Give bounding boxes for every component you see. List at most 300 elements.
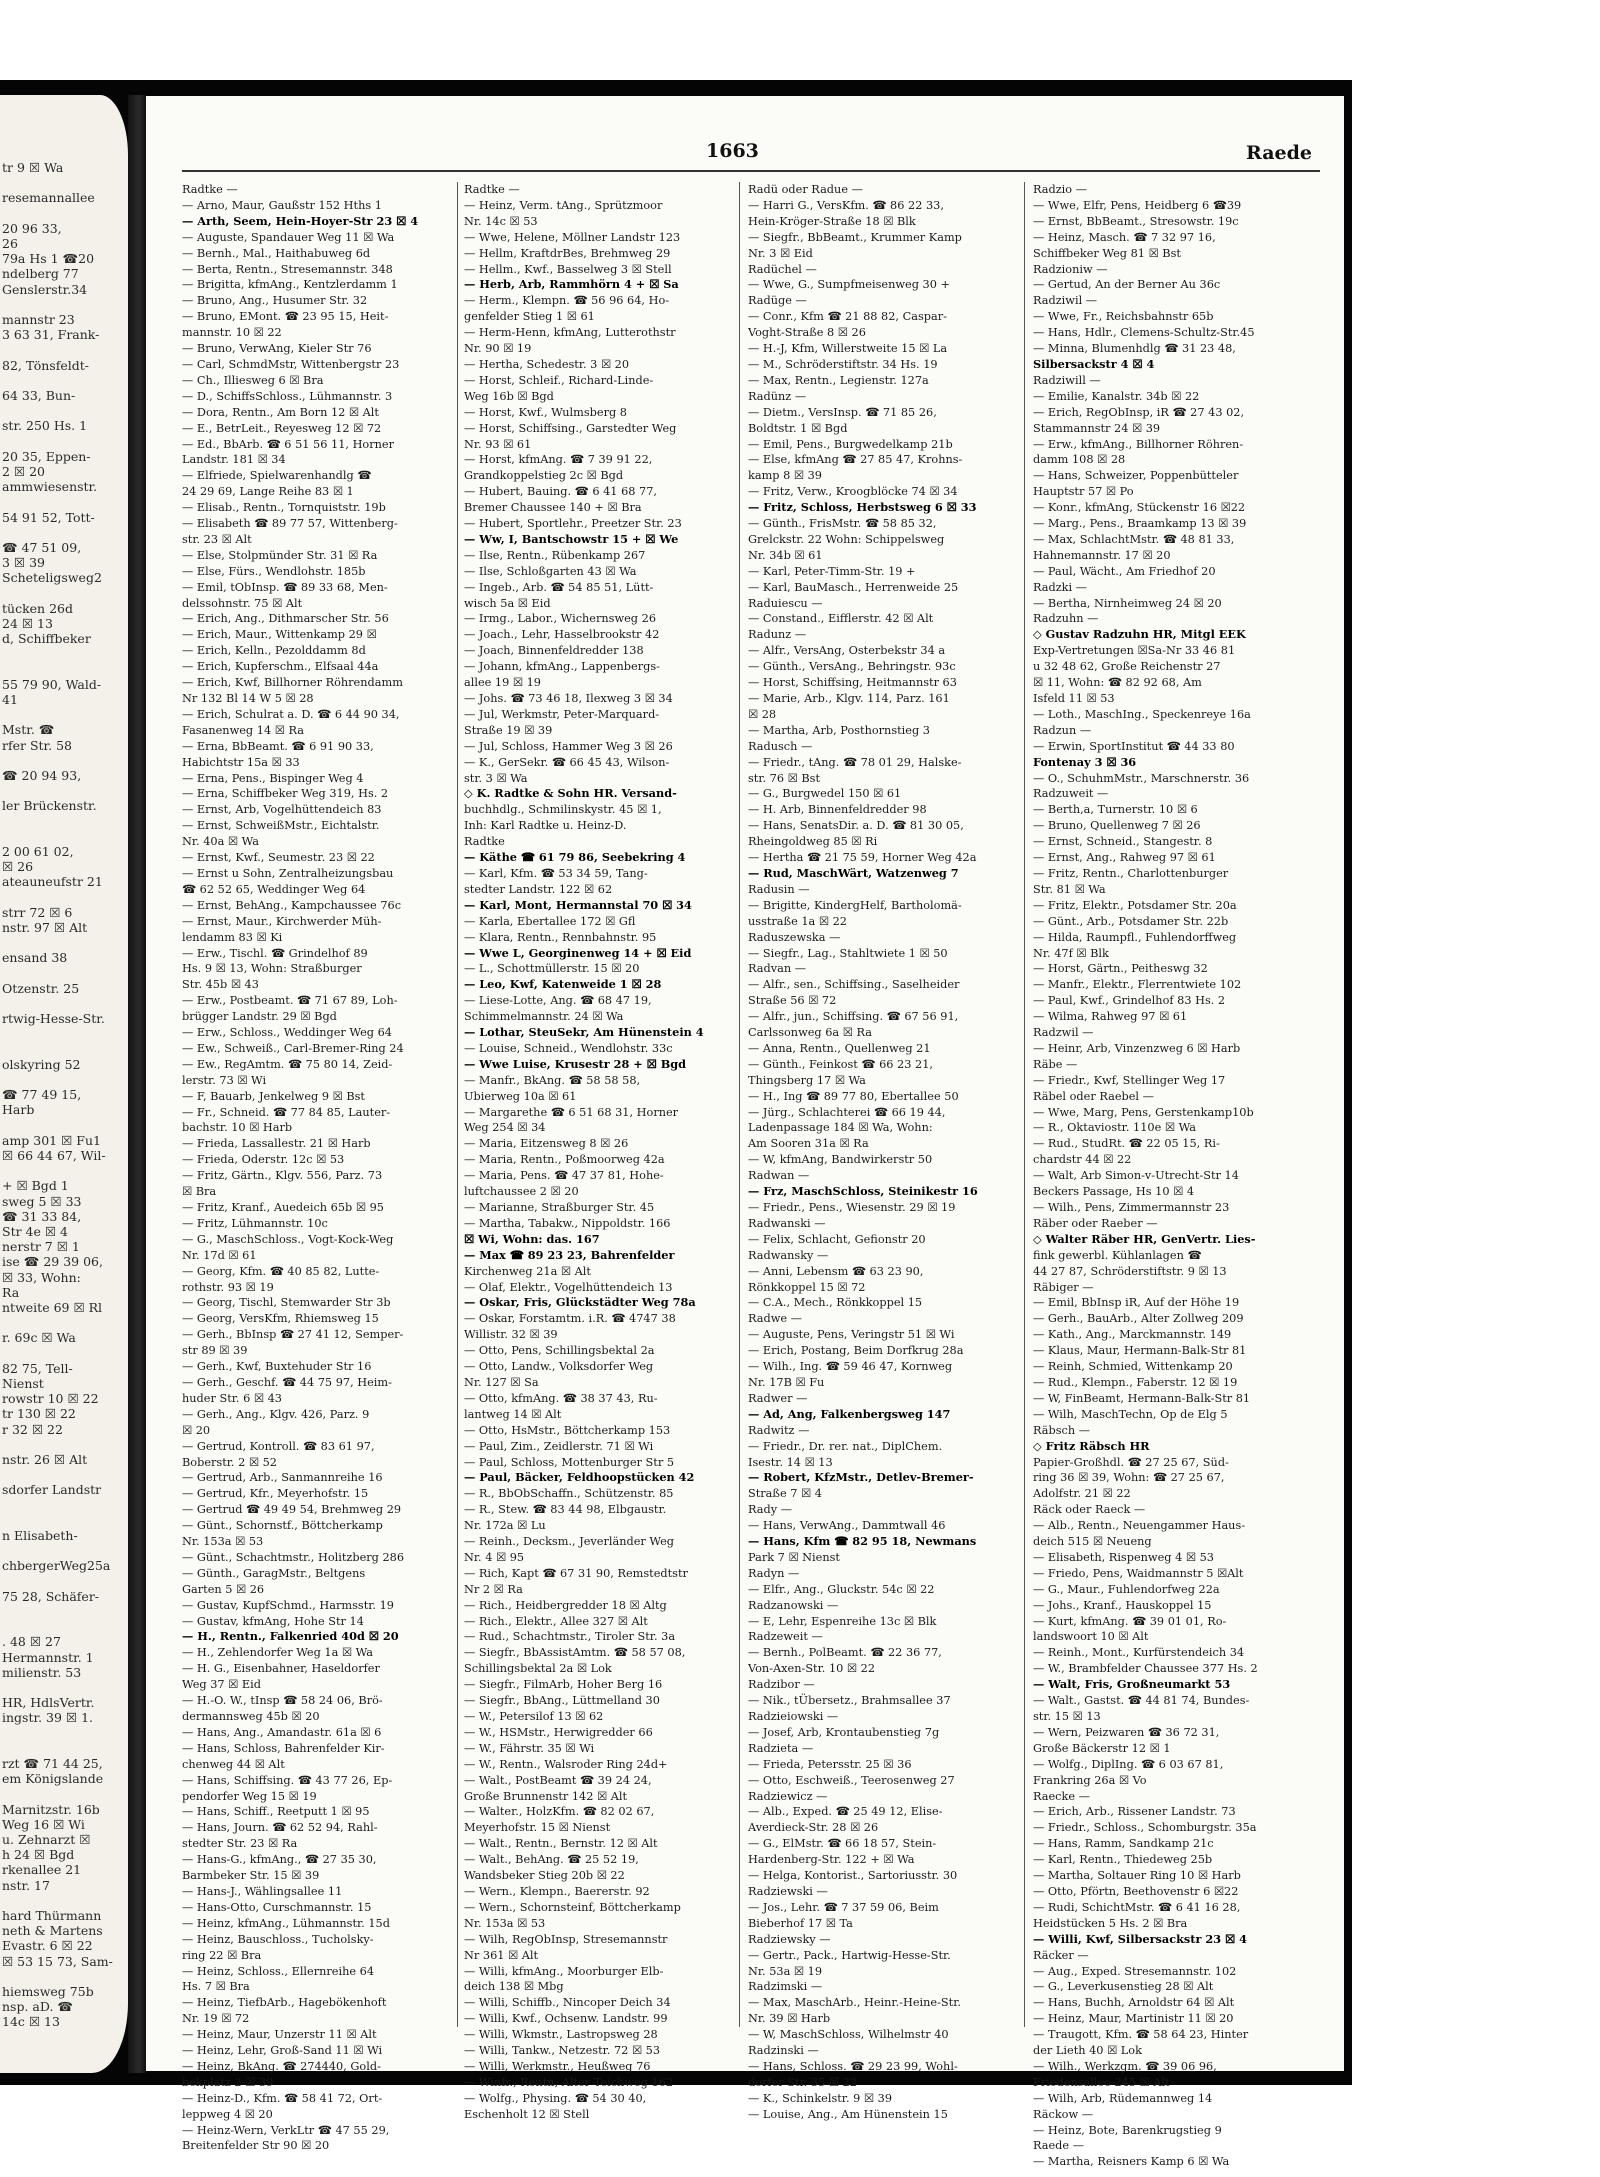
directory-entry-continuation: ☒ 20 <box>182 1423 211 1437</box>
directory-entry: — Otto, Eschweiß., Teerosenweg 27 <box>748 1773 955 1787</box>
directory-entry-continuation: damm 108 ☒ 28 <box>1033 453 1126 467</box>
directory-entry-continuation: Rönkkoppel 15 ☒ 72 <box>748 1280 866 1294</box>
directory-entry: — Max, SchlachtMstr. ☎ 48 81 33, <box>1033 532 1235 546</box>
directory-entry-continuation: Exp-Vertretungen ☒Sa-Nr 33 46 81 <box>1033 644 1236 658</box>
directory-entry: — Hans-J., Wählingsallee 11 <box>182 1884 343 1898</box>
directory-entry: — Oskar, Forstamtm. i.R. ☎ 4747 38 <box>464 1312 676 1326</box>
left-page-fragment <box>0 95 128 2073</box>
directory-entry: — Hans, VerwAng., Dammtwall 46 <box>748 1519 946 1533</box>
directory-entry: — Bruno, Quellenweg 7 ☒ 26 <box>1033 819 1201 833</box>
directory-entry: — Joach, Binnenfeldredder 138 <box>464 644 644 658</box>
directory-entry: — Elisab., Rentn., Tornquiststr. 19b <box>182 501 386 515</box>
directory-entry: — Heinz-Wern, VerkLtr ☎ 47 55 29, <box>182 2123 390 2137</box>
directory-entry: — G., Maur., Fuhlendorfweg 22a <box>1033 1582 1220 1596</box>
directory-entry: — Hans, Kfm ☎ 82 95 18, Newmans <box>748 1534 977 1549</box>
directory-entry: — Erw., kfmAng., Billhorner Röhren- <box>1033 437 1244 451</box>
directory-entry: ◇ Fritz Räbsch HR <box>1033 1438 1150 1453</box>
directory-entry: — Willi, Werkmstr., Heußweg 76 <box>464 2059 651 2073</box>
left-page-text: ensand 38 <box>2 950 68 966</box>
directory-entry: — Emilie, Kanalstr. 34b ☒ 22 <box>1033 389 1200 403</box>
directory-entry-continuation: Breitenfelder Str 90 ☒ 20 <box>182 2139 330 2153</box>
directory-entry: — Willi, Wkmstr., Lastropsweg 28 <box>464 2028 658 2042</box>
directory-entry: — Maria, Eitzensweg 8 ☒ 26 <box>464 1137 629 1151</box>
directory-entry: — Berth,a, Turnerstr. 10 ☒ 6 <box>1033 803 1198 817</box>
surname-heading: Räbe — <box>1033 1057 1078 1071</box>
directory-entry: — Erich, Kupferschm., Elfsaal 44a <box>182 660 379 674</box>
directory-entry: — Frieda, Lassallestr. 21 ☒ Harb <box>182 1137 371 1151</box>
directory-entry: — Gertrud ☎ 49 49 54, Brehmweg 29 <box>182 1503 402 1517</box>
surname-heading: Radzun — <box>1033 723 1092 737</box>
directory-entry-continuation: kamp 8 ☒ 39 <box>748 469 822 483</box>
directory-entry: — R., Stew. ☎ 83 44 98, Elbgaustr. <box>464 1503 667 1517</box>
directory-page <box>146 96 1344 2169</box>
directory-entry: — Friedr., tAng. ☎ 78 01 29, Halske- <box>748 755 962 769</box>
directory-entry: — Erw., Schloss., Weddinger Weg 64 <box>182 1026 392 1040</box>
directory-entry-continuation: landswoort 10 ☒ Alt <box>1033 1630 1149 1644</box>
directory-entry: — Rud., Schachtmstr., Tiroler Str. 3a <box>464 1630 676 1644</box>
directory-entry: — W, FinBeamt, Hermann-Balk-Str 81 <box>1033 1391 1251 1405</box>
left-page-text: ☒ 53 15 73, Sam- <box>2 1953 113 1969</box>
directory-entry-continuation: Am Sooren 31a ☒ Ra <box>748 1137 869 1151</box>
surname-heading: Raduiescu — <box>748 596 823 610</box>
directory-entry: — Berta, Rentn., Stresemannstr. 348 <box>182 262 393 276</box>
directory-entry: — Friedo, Pens, Waidmannstr 5 ☒Alt <box>1033 1566 1244 1580</box>
directory-entry: — Louise, Schneid., Wendlohstr. 33c <box>464 1041 673 1055</box>
directory-entry: — Günth., FrisMstr. ☎ 58 85 32, <box>748 517 937 531</box>
directory-entry-continuation: Friedensallee 245 ☒ Alt <box>1033 2075 1170 2089</box>
directory-entry: — Willi, Schiffb., Nincoper Deich 34 <box>464 1996 671 2010</box>
directory-entry: — Karl, BauMasch., Herrenweide 25 <box>748 580 959 594</box>
left-page-text: hard Thürmann <box>2 1908 102 1923</box>
directory-entry: — W., Fährstr. 35 ☒ Wi <box>464 1741 595 1755</box>
directory-entry-continuation: Schillingsbektal 2a ☒ Lok <box>464 1662 612 1676</box>
directory-entry: — Günt., Schachtmstr., Holitzberg 286 <box>182 1550 405 1564</box>
directory-entry: — Johs., Kranf., Hauskoppel 15 <box>1033 1598 1212 1612</box>
left-page-text: tr 130 ☒ 22 <box>2 1406 76 1422</box>
directory-entry: — Karl, Mont, Hermannstal 70 ☒ 34 <box>464 897 692 912</box>
directory-entry: — Heinz, Lehr, Groß-Sand 11 ☒ Wi <box>182 2044 383 2058</box>
directory-entry: — Jürg., Schlachterei ☎ 66 19 44, <box>748 1105 946 1119</box>
directory-entry: — Willi, Tankw., Netzestr. 72 ☒ 53 <box>464 2044 661 2058</box>
directory-entry-continuation: Weg 37 ☒ Eid <box>182 1678 261 1692</box>
directory-entry: — Hans, Ramm, Sandkamp 21c <box>1033 1837 1214 1851</box>
directory-entry: — Rudi, SchichtMstr. ☎ 6 41 16 28, <box>1033 1900 1241 1914</box>
directory-entry-continuation: Boberstr. 2 ☒ 52 <box>182 1455 277 1469</box>
left-page-text: 55 79 90, Wald- <box>2 676 102 692</box>
directory-entry-continuation: Nr 132 Bl 14 W 5 ☒ 28 <box>182 692 314 705</box>
directory-entry: — Siegfr., BbAng., Lüttmelland 30 <box>464 1694 660 1708</box>
directory-entry: — Fritz, Lühmannstr. 10c <box>182 1216 328 1230</box>
directory-entry: — Ed., BbArb. ☎ 6 51 56 11, Horner <box>182 437 394 451</box>
directory-entry: — Walter., HolzKfm. ☎ 82 02 67, <box>464 1805 655 1819</box>
directory-entry: — Emil, Pens., Burgwedelkamp 21b <box>748 437 953 451</box>
surname-heading: Radvan — <box>748 962 807 976</box>
directory-entry: — Ww, I, Bantschowstr 15 + ☒ We <box>464 531 679 546</box>
directory-entry-continuation: Voght-Straße 8 ☒ 26 <box>748 326 866 340</box>
directory-entry: — Fritz, Verw., Kroogblöcke 74 ☒ 34 <box>748 485 958 499</box>
directory-entry: — Willi, Kwf, Silbersackstr 23 ☒ 4 <box>1033 1931 1247 1946</box>
directory-entry: — Kath., Ang., Marckmannstr. 149 <box>1033 1328 1232 1342</box>
directory-entry: — Wwe, Elfr, Pens, Heidberg 6 ☎39 <box>1033 198 1242 212</box>
column-divider <box>1024 182 1025 2027</box>
directory-entry-continuation: usstraße 1a ☒ 22 <box>748 914 847 928</box>
directory-entry: — Erna, BbBeamt. ☎ 6 91 90 33, <box>182 739 374 753</box>
directory-entry: — Kurt, kfmAng. ☎ 39 01 01, Ro- <box>1033 1614 1227 1628</box>
directory-entry: — Hans, Schiffsing. ☎ 43 77 26, Ep- <box>182 1773 393 1787</box>
surname-heading: Räbel oder Raebel — <box>1033 1089 1154 1103</box>
directory-entry-continuation: Nr. 127 ☒ Sa <box>464 1375 539 1389</box>
directory-entry: — Martha, Tabakw., Nippoldstr. 166 <box>464 1216 671 1230</box>
directory-entry: — Erich, Ang., Dithmarscher Str. 56 <box>182 612 389 626</box>
directory-entry-continuation: ☒ 28 <box>748 707 777 721</box>
directory-entry: — Elisabeth ☎ 89 77 57, Wittenberg- <box>182 517 398 531</box>
surname-heading: Radwe — <box>748 1312 802 1326</box>
directory-entry: — Heinz, BkAng. ☎ 274440, Gold- <box>182 2059 381 2073</box>
surname-heading: Radüge — <box>748 294 807 308</box>
surname-heading: Radzeweit — <box>748 1630 823 1644</box>
directory-entry-continuation: der Lieth 40 ☒ Lok <box>1033 2044 1142 2058</box>
directory-entry-continuation: Landstr. 181 ☒ 34 <box>182 453 286 467</box>
left-page-text: 3 ☒ 39 <box>2 555 46 571</box>
directory-entry: — Fritz, Rentn., Charlottenburger <box>1033 866 1229 880</box>
directory-entry: — Ernst u Sohn, Zentralheizungsbau <box>182 866 394 880</box>
directory-entry-continuation: 44 27 87, Schröderstiftstr. 9 ☒ 13 <box>1033 1264 1227 1278</box>
directory-entry: — Olaf, Elektr., Vogelhüttendeich 13 <box>464 1280 673 1294</box>
directory-entry: — Walt., PostBeamt ☎ 39 24 24, <box>464 1773 652 1787</box>
directory-entry-continuation: bekplatz 2 ☒ 39 <box>182 2075 274 2089</box>
directory-entry: — Leo, Kwf, Katenweide 1 ☒ 28 <box>464 977 662 992</box>
directory-entry-continuation: chardstr 44 ☒ 22 <box>1033 1153 1132 1167</box>
directory-entry: — Heinr, Arb, Vinzenzweg 6 ☒ Harb <box>1033 1041 1241 1055</box>
directory-entry: — Walt, Arb Simon-v-Utrecht-Str 14 <box>1033 1169 1239 1183</box>
directory-entry: — Wern, Peizwaren ☎ 36 72 31, <box>1033 1725 1220 1739</box>
running-head: Raede <box>1246 142 1312 164</box>
directory-entry-continuation: Hardenberg-Str. 122 + ☒ Wa <box>748 1853 915 1867</box>
directory-entry: — Klara, Rentn., Rennbahnstr. 95 <box>464 930 657 944</box>
directory-entry-continuation: Boldtstr. 1 ☒ Bgd <box>748 421 848 435</box>
directory-entry: — Siegfr., BbAssistAmtm. ☎ 58 57 08, <box>464 1646 686 1660</box>
directory-entry: — Winfr., Rentn, Alter Teichweg 162 <box>464 2075 674 2089</box>
directory-entry-continuation: brügger Landstr. 29 ☒ Bgd <box>182 1010 337 1024</box>
left-page-text: ☒ 26 <box>2 859 34 875</box>
directory-entry-continuation: genfelder Stieg 1 ☒ 61 <box>464 310 595 324</box>
directory-entry-continuation: Stammannstr 24 ☒ 39 <box>1033 421 1161 435</box>
directory-entry-continuation: Str. 81 ☒ Wa <box>1033 882 1106 896</box>
directory-entry-continuation: Nr. 53a ☒ 19 <box>748 1964 823 1978</box>
directory-entry: — Ernst, Ang., Rahweg 97 ☒ 61 <box>1033 851 1216 865</box>
surname-heading: Radziewski — <box>748 1884 828 1898</box>
left-page-text: 20 35, Eppen- <box>2 448 91 464</box>
directory-entry: — Wern., Schornsteinf, Böttcherkamp <box>464 1900 681 1914</box>
left-page-text: ateauneufstr 21 <box>2 874 103 890</box>
directory-entry-continuation: Silbersackstr 4 ☒ 4 <box>1033 356 1155 371</box>
directory-entry: — Hans-Otto, Curschmannstr. 15 <box>182 1900 372 1914</box>
directory-entry-continuation: Nr. 19 ☒ 72 <box>182 2012 250 2026</box>
directory-entry: — Martha, Soltauer Ring 10 ☒ Harb <box>1033 1869 1241 1883</box>
directory-entry: — K., Schinkelstr. 9 ☒ 39 <box>748 2091 893 2105</box>
directory-entry: — Emil, tObInsp. ☎ 89 33 68, Men- <box>182 580 388 594</box>
directory-entry: — Heinz, Verm. tAng., Sprützmoor <box>464 198 663 212</box>
directory-entry: — Margarethe ☎ 6 51 68 31, Horner <box>464 1105 679 1119</box>
directory-entry: — Ernst, Kwf., Seumestr. 23 ☒ 22 <box>182 851 375 865</box>
directory-entry: — Brigitta, kfmAng., Kentzlerdamm 1 <box>182 278 398 292</box>
directory-entry-continuation: Nr 2 ☒ Ra <box>464 1582 523 1596</box>
directory-entry: — Herb, Arb, Rammhörn 4 + ☒ Sa <box>464 277 679 292</box>
left-page-text: + ☒ Bgd 1 <box>2 1178 69 1194</box>
left-page-text: Weg 16 ☒ Wi <box>2 1816 85 1832</box>
directory-entry: — Alfr., VersAng, Osterbekstr 34 a <box>748 644 946 658</box>
directory-entry-continuation: Weg 254 ☒ 34 <box>464 1121 546 1135</box>
page-number: 1663 <box>706 140 759 162</box>
directory-entry-continuation: ☎ 62 52 65, Weddinger Weg 64 <box>182 882 366 896</box>
directory-entry: — Joach., Lehr, Hasselbrookstr 42 <box>464 628 660 642</box>
directory-entry: — Walt., Rentn., Bernstr. 12 ☒ Alt <box>464 1837 658 1851</box>
directory-entry: — Carl, SchmdMstr, Wittenbergstr 23 <box>182 357 400 371</box>
surname-heading: Räber oder Raeber — <box>1033 1216 1158 1230</box>
directory-entry: — Ch., Illiesweg 6 ☒ Bra <box>182 373 324 387</box>
directory-entry: — Otto, Landw., Volksdorfer Weg <box>464 1360 654 1374</box>
directory-entry: — Martha, Reisners Kamp 6 ☒ Wa <box>1033 2155 1230 2169</box>
directory-entry-continuation: deich 515 ☒ Neueng <box>1033 1535 1152 1549</box>
directory-entry: — Heinz, Maur, Martinistr 11 ☒ 20 <box>1033 2012 1234 2026</box>
directory-entry: — Hubert, Bauing. ☎ 6 41 68 77, <box>464 485 658 499</box>
directory-entry: — Fritz, Elektr., Potsdamer Str. 20a <box>1033 898 1237 912</box>
directory-entry-continuation: delssohnstr. 75 ☒ Alt <box>182 596 303 610</box>
left-page-text: tücken 26d <box>2 600 73 616</box>
directory-entry: — Wwe Luise, Krusestr 28 + ☒ Bgd <box>464 1056 687 1071</box>
directory-entry: — Dietm., VersInsp. ☎ 71 85 26, <box>748 405 937 419</box>
directory-entry: — Felix, Schlacht, Gefionstr 20 <box>748 1232 926 1246</box>
directory-entry: — Harri G., VersKfm. ☎ 86 22 33, <box>748 198 944 212</box>
surname-heading: Radzki — <box>1033 580 1088 594</box>
surname-heading: Radtke — <box>464 183 520 196</box>
directory-entry-continuation: Ladenpassage 184 ☒ Wa, Wohn: <box>748 1121 933 1135</box>
surname-heading: Räckow — <box>1033 2107 1094 2121</box>
directory-entry: — Siegfr., Lag., Stahltwiete 1 ☒ 50 <box>748 946 948 960</box>
directory-entry-continuation: lantweg 14 ☒ Alt <box>464 1407 562 1421</box>
directory-entry-continuation: Grelckstr. 22 Wohn: Schippelsweg <box>748 532 945 546</box>
directory-entry-continuation: ☒ Wi, Wohn: das. 167 <box>464 1231 600 1246</box>
directory-entry: — Maria, Rentn., Poßmoorweg 42a <box>464 1153 665 1167</box>
surname-heading: Radwansky — <box>748 1248 829 1262</box>
directory-entry-continuation: Meyerhofstr. 15 ☒ Nienst <box>464 1821 611 1835</box>
surname-heading: Radzuweit — <box>1033 787 1109 801</box>
directory-entry: — Ew., Schweiß., Carl-Bremer-Ring 24 <box>182 1041 404 1055</box>
directory-entry-continuation: mannstr. 10 ☒ 22 <box>182 326 282 340</box>
left-page-text: Ra <box>2 1284 20 1300</box>
directory-entry-continuation: wisch 5a ☒ Eid <box>464 596 551 610</box>
directory-entry: — Constand., Eifflerstr. 42 ☒ Alt <box>748 612 934 626</box>
directory-entry: — Rud, MaschWärt, Watzenweg 7 <box>748 865 959 880</box>
left-page-text: nstr. 26 ☒ Alt <box>2 1452 88 1467</box>
directory-entry-continuation: Bremer Chaussee 140 + ☒ Bra <box>464 501 642 515</box>
directory-entry-continuation: Inh: Karl Radtke u. Heinz-D. <box>464 819 627 833</box>
directory-entry-continuation: Fontenay 3 ☒ 36 <box>1033 754 1137 769</box>
directory-entry-continuation: ☒ Bra <box>182 1185 217 1199</box>
directory-entry: — Günth., Feinkost ☎ 66 23 21, <box>748 1057 933 1071</box>
directory-entry: — Friedr., Kwf, Stellinger Weg 17 <box>1033 1073 1226 1087</box>
directory-entry: — Georg, Tischl, Stemwarder Str 3b <box>182 1296 391 1310</box>
left-page-text: em Königslande <box>2 1771 104 1787</box>
directory-entry-continuation: str. 3 ☒ Wa <box>464 771 528 785</box>
directory-entry: — E, Lehr, Espenreihe 13c ☒ Blk <box>748 1614 937 1628</box>
directory-entry: — Günt., Schornstf., Böttcherkamp <box>182 1519 383 1533</box>
directory-entry: — Liese-Lotte, Ang. ☎ 68 47 19, <box>464 994 652 1008</box>
left-page-text: ntweite 69 ☒ Rl <box>2 1300 103 1315</box>
directory-entry: — Walt., Gastst. ☎ 44 81 74, Bundes- <box>1033 1694 1250 1708</box>
left-page-text: strr 72 ☒ 6 <box>2 904 73 920</box>
left-page-text: Genslerstr.34 <box>2 281 88 297</box>
surname-heading: Radzibor — <box>748 1678 815 1692</box>
directory-entry: — Jul, Werkmstr, Peter-Marquard- <box>464 707 660 721</box>
directory-entry-continuation: stedter Str. 23 ☒ Ra <box>182 1837 298 1851</box>
left-page-text: rtwig-Hesse-Str. <box>2 1011 105 1027</box>
directory-entry: — Erich, Arb., Rissener Landstr. 73 <box>1033 1805 1236 1819</box>
directory-entry: — Wolfg., DiplIng. ☎ 6 03 67 81, <box>1033 1757 1224 1771</box>
directory-entry: — Max, Rentn., Legienstr. 127a <box>748 373 929 387</box>
directory-entry: — Fritz, Kranf., Auedeich 65b ☒ 95 <box>182 1201 384 1214</box>
surname-heading: Radusin — <box>748 882 810 896</box>
directory-entry: — Ilse, Rentn., Rübenkamp 267 <box>464 548 646 562</box>
directory-entry: — Ernst, Maur., Kirchwerder Müh- <box>182 914 382 928</box>
directory-entry: — Gertrud, Kontroll. ☎ 83 61 97, <box>182 1439 375 1453</box>
left-page-text: 24 ☒ 13 <box>2 616 53 631</box>
directory-entry: — Günth., VersAng., Behringstr. 93c <box>748 660 956 674</box>
directory-entry: — Gertrud, Arb., Sanmannreihe 16 <box>182 1471 383 1485</box>
surname-heading: Radziewicz — <box>748 1789 828 1803</box>
directory-entry-continuation: str. 15 ☒ 13 <box>1033 1710 1101 1723</box>
left-page-text: Harb <box>2 1102 35 1118</box>
left-page-text: nstr. 17 <box>2 1877 50 1893</box>
directory-entry-continuation: Von-Axen-Str. 10 ☒ 22 <box>748 1662 876 1676</box>
directory-entry-continuation: Straße 7 ☒ 4 <box>748 1487 822 1501</box>
directory-entry: — C.A., Mech., Rönkkoppel 15 <box>748 1296 923 1310</box>
directory-entry: — Wilh, Arb, Rüdemannweg 14 <box>1033 2091 1213 2105</box>
directory-entry: — Wwe, Fr., Reichsbahnstr 65b <box>1033 310 1214 324</box>
directory-entry: — R., BbObSchaffn., Schützenstr. 85 <box>464 1487 674 1501</box>
left-page-text: ingstr. 39 ☒ 1. <box>2 1710 94 1726</box>
directory-entry-continuation: u 32 48 62, Große Reichenstr 27 <box>1033 660 1221 674</box>
directory-entry: — Karl, Peter-Timm-Str. 19 + <box>748 564 916 578</box>
surname-heading: Radziewsky — <box>748 1932 831 1946</box>
left-page-text: ler Brückenstr. <box>2 798 97 814</box>
directory-entry: — Ingeb., Arb. ☎ 54 85 51, Lütt- <box>464 580 654 594</box>
directory-entry: — Max, MaschArb., Heinr.-Heine-Str. <box>748 1996 961 2010</box>
directory-entry: — Gerh., BbInsp ☎ 27 41 12, Semper- <box>182 1328 404 1342</box>
left-page-text: chbergerWeg25a <box>2 1558 111 1574</box>
directory-entry: — Hellm., Kwf., Basselweg 3 ☒ Stell <box>464 262 672 276</box>
directory-entry: — F, Bauarb, Jenkelweg 9 ☒ Bst <box>182 1089 365 1103</box>
directory-entry: — Willi, Kwf., Ochsenw. Landstr. 99 <box>464 2012 668 2026</box>
surname-heading: Radzimski — <box>748 1980 823 1994</box>
directory-entry: — Paul, Kwf., Grindelhof 83 Hs. 2 <box>1033 994 1226 1008</box>
directory-entry: — Frieda, Oderstr. 12c ☒ 53 <box>182 1153 345 1167</box>
left-page-text: 82, Tönsfeldt- <box>2 357 89 373</box>
surname-heading: Radüchel — <box>748 262 817 276</box>
left-page-text: r. 69c ☒ Wa <box>2 1330 76 1346</box>
directory-column-2 <box>464 182 734 2121</box>
directory-entry: — Erna, Pens., Bispinger Weg 4 <box>182 771 364 785</box>
directory-entry: — Erw., Postbeamt. ☎ 71 67 89, Loh- <box>182 994 398 1008</box>
directory-entry: — Bruno, EMont. ☎ 23 95 15, Heit- <box>182 310 389 324</box>
directory-entry: — Willi, kfmAng., Moorburger Elb- <box>464 1964 664 1978</box>
directory-entry: — R., Oktaviostr. 110e ☒ Wa <box>1033 1121 1196 1135</box>
directory-entry: — Ilse, Schloßgarten 43 ☒ Wa <box>464 564 637 578</box>
directory-entry: — Rud., Klempn., Faberstr. 12 ☒ 19 <box>1033 1375 1238 1389</box>
directory-entry: — Wwe L, Georginenweg 14 + ☒ Eid <box>464 945 692 960</box>
directory-entry: — L., Schottmüllerstr. 15 ☒ 20 <box>464 962 640 976</box>
directory-entry: — Gertud, An der Berner Au 36c <box>1033 278 1221 292</box>
directory-entry: — Ernst, Schneid., Stangestr. 8 <box>1033 835 1213 849</box>
directory-entry: — Elfr., Ang., Gluckstr. 54c ☒ 22 <box>748 1582 935 1596</box>
directory-entry-continuation: Adolfstr. 21 ☒ 22 <box>1033 1487 1131 1501</box>
directory-entry: — Reinh., Decksm., Jeverländer Weg <box>464 1535 675 1549</box>
surname-heading: Räcker — <box>1033 1948 1089 1962</box>
directory-entry-continuation: leppweg 4 ☒ 20 <box>182 2107 273 2121</box>
left-page-text: HR, HdlsVertr. <box>2 1695 95 1711</box>
directory-entry: — Fritz, Gärtn., Klgv. 556, Parz. 73 <box>182 1169 383 1183</box>
directory-entry: — Erich, Kelln., Pezolddamm 8d <box>182 644 366 658</box>
directory-entry: — K., GerSekr. ☎ 66 45 43, Wilson- <box>464 755 670 769</box>
directory-entry: — Heinz, Masch. ☎ 7 32 97 16, <box>1033 230 1216 244</box>
left-page-text: Mstr. ☎ <box>2 722 55 738</box>
directory-entry-continuation: allee 19 ☒ 19 <box>464 676 541 690</box>
surname-heading: Radwitz — <box>748 1423 810 1437</box>
directory-entry: — Gerh., Geschf. ☎ 44 75 97, Heim- <box>182 1375 392 1389</box>
directory-entry: — Siegfr., BbBeamt., Krummer Kamp <box>748 230 962 244</box>
directory-entry: — Hans, SenatsDir. a. D. ☎ 81 30 05, <box>748 819 964 833</box>
directory-entry-continuation: Heidstücken 5 Hs. 2 ☒ Bra <box>1033 1916 1188 1930</box>
directory-entry-continuation: Papier-Großhdl. ☎ 27 25 67, Süd- <box>1033 1455 1229 1469</box>
left-page-text: Scheteligsweg2 <box>2 570 102 586</box>
directory-entry: — Auguste, Spandauer Weg 11 ☒ Wa <box>182 230 395 244</box>
directory-entry: — Wilh., Ing. ☎ 59 46 47, Kornweg <box>748 1360 953 1374</box>
left-page-text: 82 75, Tell- <box>2 1360 73 1376</box>
directory-entry-continuation: dermannsweg 45b ☒ 20 <box>182 1710 320 1723</box>
directory-entry: — Ernst, BehAng., Kampchaussee 76c <box>182 898 402 912</box>
left-page-text: milienstr. 53 <box>2 1664 82 1680</box>
directory-entry: — Erich, RegObInsp, iR ☎ 27 43 02, <box>1033 405 1245 419</box>
surname-heading: Radunz — <box>748 628 807 642</box>
directory-entry: — Karl, Rentn., Thiedeweg 25b <box>1033 1853 1213 1867</box>
directory-entry: — Elisabeth, Rispenweg 4 ☒ 53 <box>1033 1550 1214 1564</box>
directory-entry: — Manfr., Elektr., Flerrentwiete 102 <box>1033 978 1242 992</box>
directory-entry: ◇ Gustav Radzuhn HR, Mitgl EEK <box>1033 627 1246 642</box>
directory-entry-continuation: rothstr. 93 ☒ 19 <box>182 1280 274 1294</box>
directory-entry: — Fritz, Schloss, Herbstsweg 6 ☒ 33 <box>748 500 977 515</box>
left-page-text: sweg 5 ☒ 33 <box>2 1193 82 1209</box>
surname-heading: Radziwil — <box>1033 294 1098 308</box>
surname-heading: Radzanowski — <box>748 1598 839 1612</box>
left-page-text: 64 33, Bun- <box>2 388 76 403</box>
directory-entry-continuation: Nr. 3 ☒ Eid <box>748 246 813 260</box>
directory-entry: — Marg., Pens., Braamkamp 13 ☒ 39 <box>1033 517 1247 531</box>
directory-entry-continuation: Nr. 4 ☒ 95 <box>464 1550 525 1564</box>
surname-heading: Radzwil — <box>1033 1026 1094 1040</box>
directory-entry: — Friedr., Dr. rer. nat., DiplChem. <box>748 1439 943 1453</box>
directory-entry: — Gustav, kfmAng, Hohe Str 14 <box>182 1614 364 1628</box>
left-page-text: nerstr 7 ☒ 1 <box>2 1239 80 1255</box>
directory-entry: — Gustav, KupfSchmd., Harmsstr. 19 <box>182 1598 394 1612</box>
directory-entry: — Wern., Klempn., Baererstr. 92 <box>464 1884 650 1898</box>
directory-entry: — Traugott, Kfm. ☎ 58 64 23, Hinter <box>1033 2028 1249 2042</box>
left-page-text: str. 250 Hs. 1 <box>2 418 88 434</box>
directory-entry: — Paul, Bäcker, Feldhoopstücken 42 <box>464 1470 695 1485</box>
directory-entry: — Horst, Kwf., Wulmsberg 8 <box>464 405 627 419</box>
directory-entry: — Fr., Schneid. ☎ 77 84 85, Lauter- <box>182 1105 391 1119</box>
directory-entry: — Rud., StudRt. ☎ 22 05 15, Ri- <box>1033 1137 1220 1151</box>
directory-entry: — Herm-Henn, kfmAng, Lutterothstr <box>464 326 676 340</box>
